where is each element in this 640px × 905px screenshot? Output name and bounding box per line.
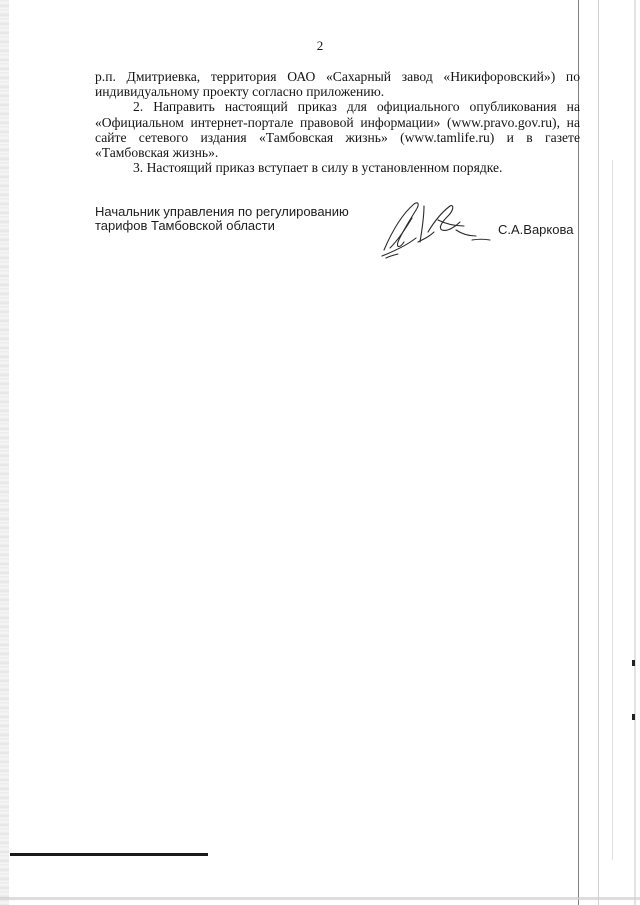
paragraph-effective: 3. Настоящий приказ вступает в силу в установленном порядке.: [133, 160, 503, 176]
scan-mark: [632, 714, 635, 720]
signatory-name: С.А.Варкова: [498, 222, 574, 237]
paragraph-publication: 2. Направить настоящий приказ для официального опубликования на «Официальном интернет-портале правовой информации» (www.pravo.gov.ru), на сайте сетевого издания «Тамбовская жизнь» (www.tamlife.ru) и в газете «Тамбовская жизнь».: [95, 99, 580, 161]
page-number: 2: [316, 38, 324, 53]
scan-edge-right-line: [612, 160, 613, 860]
scan-bottom-edge: [0, 897, 640, 900]
signatory-title-line: Начальник управления по регулированию: [95, 204, 349, 219]
handwritten-signature-icon: [376, 192, 496, 262]
scan-edge-right-line: [634, 0, 636, 905]
scan-mark: [632, 660, 635, 666]
signatory-title: [95, 205, 385, 233]
scan-edge-left: [0, 0, 9, 905]
scan-bottom-bar: [10, 853, 208, 856]
document-body: [95, 69, 580, 175]
paragraph-continuation: р.п. Дмитриевка, территория ОАО «Сахарный завод «Никифоровский») по индивидуальному проекту согласно приложению.: [95, 69, 580, 100]
signatory-title-line: тарифов Тамбовской области: [95, 218, 275, 233]
scan-edge-right-line: [598, 0, 599, 905]
